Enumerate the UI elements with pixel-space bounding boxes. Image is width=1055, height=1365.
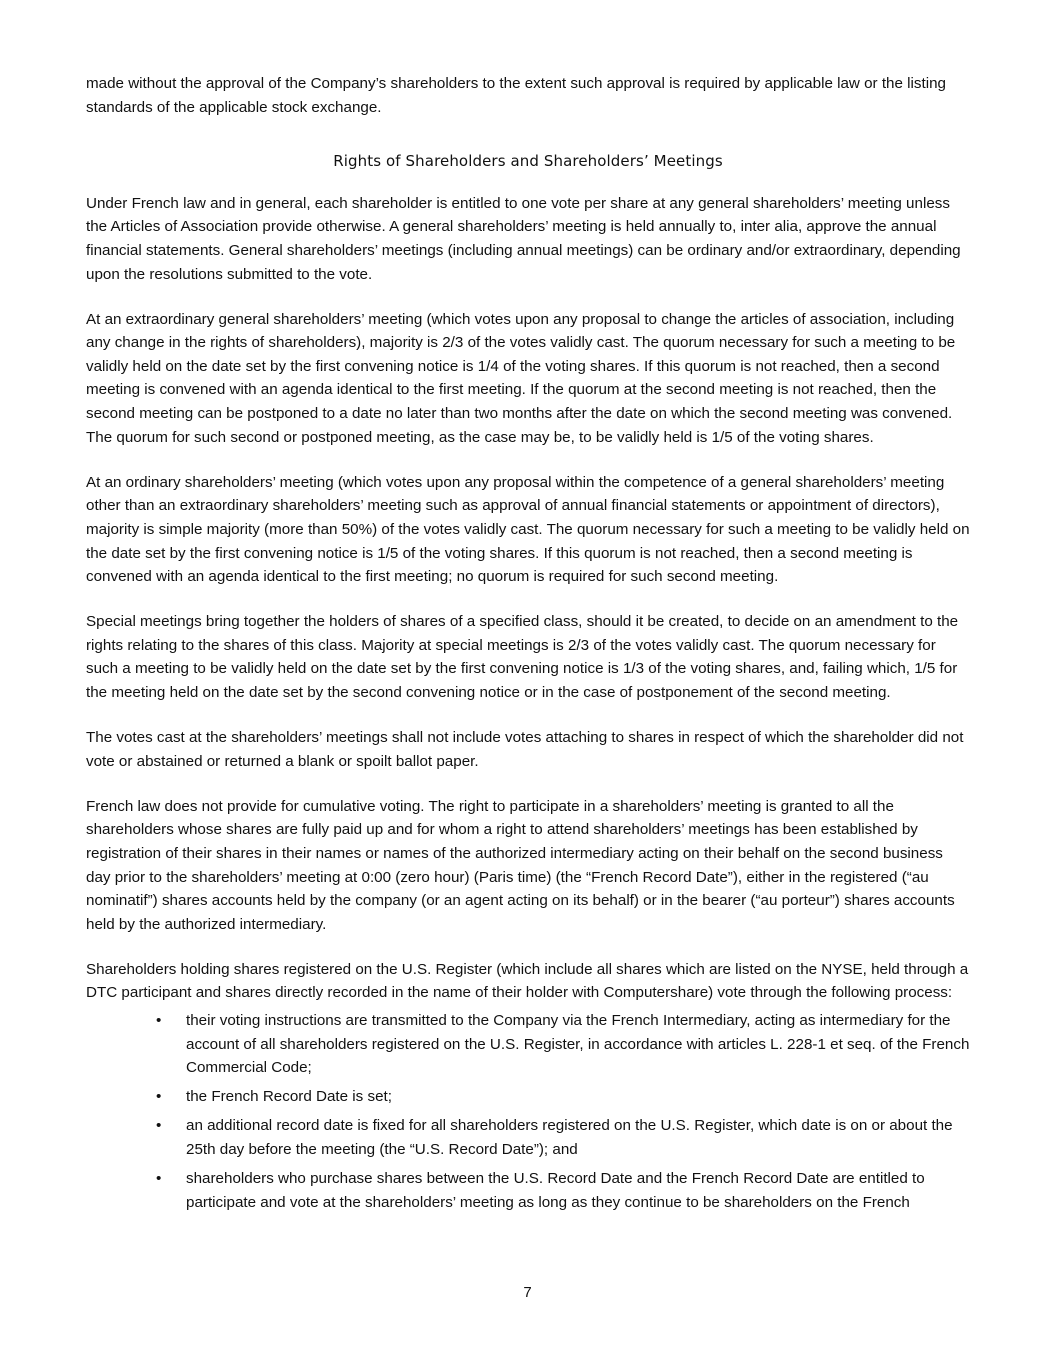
page-number: 7 bbox=[523, 1284, 532, 1301]
bullet-icon: • bbox=[156, 1170, 162, 1188]
bullet-icon: • bbox=[156, 1088, 162, 1106]
paragraph-special-meetings: Special meetings bring together the holders of shares of a specified class, should it be created, to decide on an amendment to the rights relating to the shares of this class. Majority at special meetings is 2/3 of the votes validly cast. The quorum necessary for such a meeting to be validly held on the date set by the first convening notice is 1/3 of the voting shares, and, failing which, 1/5 for the meeting held on the date set by the second convening notice or in the case of postponement of the second meeting. bbox=[86, 613, 959, 701]
process-bullet-list bbox=[86, 1009, 970, 1214]
paragraph-us-register-process: Shareholders holding shares registered on the U.S. Register (which include all shares which are listed on the NYSE, held through a DTC participant and shares directly recorded in the name of their holder with Computershare) vote through the following process: bbox=[86, 960, 969, 1002]
bullet-icon: • bbox=[156, 1012, 162, 1029]
list-item bbox=[156, 1009, 970, 1080]
list-item-text: shareholders who purchase shares between the U.S. Record Date and the French Record Date are entitled to participate and vote at the shareholders’ meeting as long as they continue to be shareholders on the French bbox=[186, 1170, 925, 1211]
document-page bbox=[86, 72, 970, 1220]
list-item-text: an additional record date is fixed for all shareholders registered on the U.S. Register, which date is on or about the 25th day before the meeting (the “U.S. Record Date”); and bbox=[186, 1117, 953, 1158]
paragraph-extraordinary-meeting: At an extraordinary general shareholders’ meeting (which votes upon any proposal to change the articles of association, including any change in the rights of shareholders), majority is 2/3 of the votes validly cast. The quorum necessary for such a meeting to be validly held on the date set by the first convening notice is 1/4 of the voting shares. If this quorum is not reached, then a second meeting is convened with an agenda identical to the first meeting. If the quorum at the second meeting is not reached, then the second meeting can be postponed to a date no later than two months after the date on which the second meeting was convened. The quorum for such second or postponed meeting, as the case may be, to be validly held is 1/5 of the voting shares. bbox=[86, 310, 956, 446]
list-item bbox=[156, 1114, 970, 1161]
bullet-icon: • bbox=[156, 1117, 162, 1135]
list-item bbox=[156, 1167, 970, 1214]
paragraph-ordinary-meeting: At an ordinary shareholders’ meeting (which votes upon any proposal within the competence of a general shareholders’ meeting other than an extraordinary shareholders’ meeting such as approval of annual financial statements or appointment of directors), majority is simple majority (more than 50%) of the votes validly cast. The quorum necessary for such a meeting to be validly held on the date set by the first convening notice is 1/5 of the voting shares. If this quorum is not reached, then a second meeting is convened with an agenda identical to the first meeting; no quorum is required for such second meeting. bbox=[86, 473, 970, 586]
paragraph-votes-cast: The votes cast at the shareholders’ meetings shall not include votes attaching to shares in respect of which the shareholder did not vote or abstained or returned a blank or spoilt ballot paper. bbox=[86, 729, 964, 770]
list-item-text: the French Record Date is set; bbox=[186, 1088, 392, 1106]
intro-fragment-paragraph: made without the approval of the Company’s shareholders to the extent such approval is required by applicable law or the listing standards of the applicable stock exchange. bbox=[86, 75, 946, 116]
list-item-text: their voting instructions are transmitted to the Company via the French Intermediary, acting as intermediary for the account of all shareholders registered on the U.S. Register, in accordance with articles L. 228-1 et seq. of the French Commercial Code; bbox=[186, 1012, 970, 1077]
list-item bbox=[156, 1085, 970, 1109]
paragraph-cumulative-voting: French law does not provide for cumulative voting. The right to participate in a shareholders’ meeting is granted to all the shareholders whose shares are fully paid up and for whom a right to attend shareholders’ meetings has been established by registration of their shares in their names or names of the authorized intermediary acting on their behalf on the second business day prior to the shareholders’ meeting at 0:00 (zero hour) (Paris time) (the “French Record Date”), either in the registered (“au nominatif”) shares accounts held by the company (or an agent acting on its behalf) or in the bearer (“au porteur”) shares accounts held by the authorized intermediary. bbox=[86, 797, 955, 933]
paragraph-voting-rights: Under French law and in general, each shareholder is entitled to one vote per share at any general shareholders’ meeting unless the Articles of Association provide otherwise. A general shareholders’ meeting is held annually to, inter alia, approve the annual financial statements. General shareholders’ meetings (including annual meetings) can be ordinary and/or extraordinary, depending upon the resolutions submitted to the vote. bbox=[86, 194, 961, 283]
section-heading: Rights of Shareholders and Shareholders’ Meetings bbox=[333, 152, 723, 171]
